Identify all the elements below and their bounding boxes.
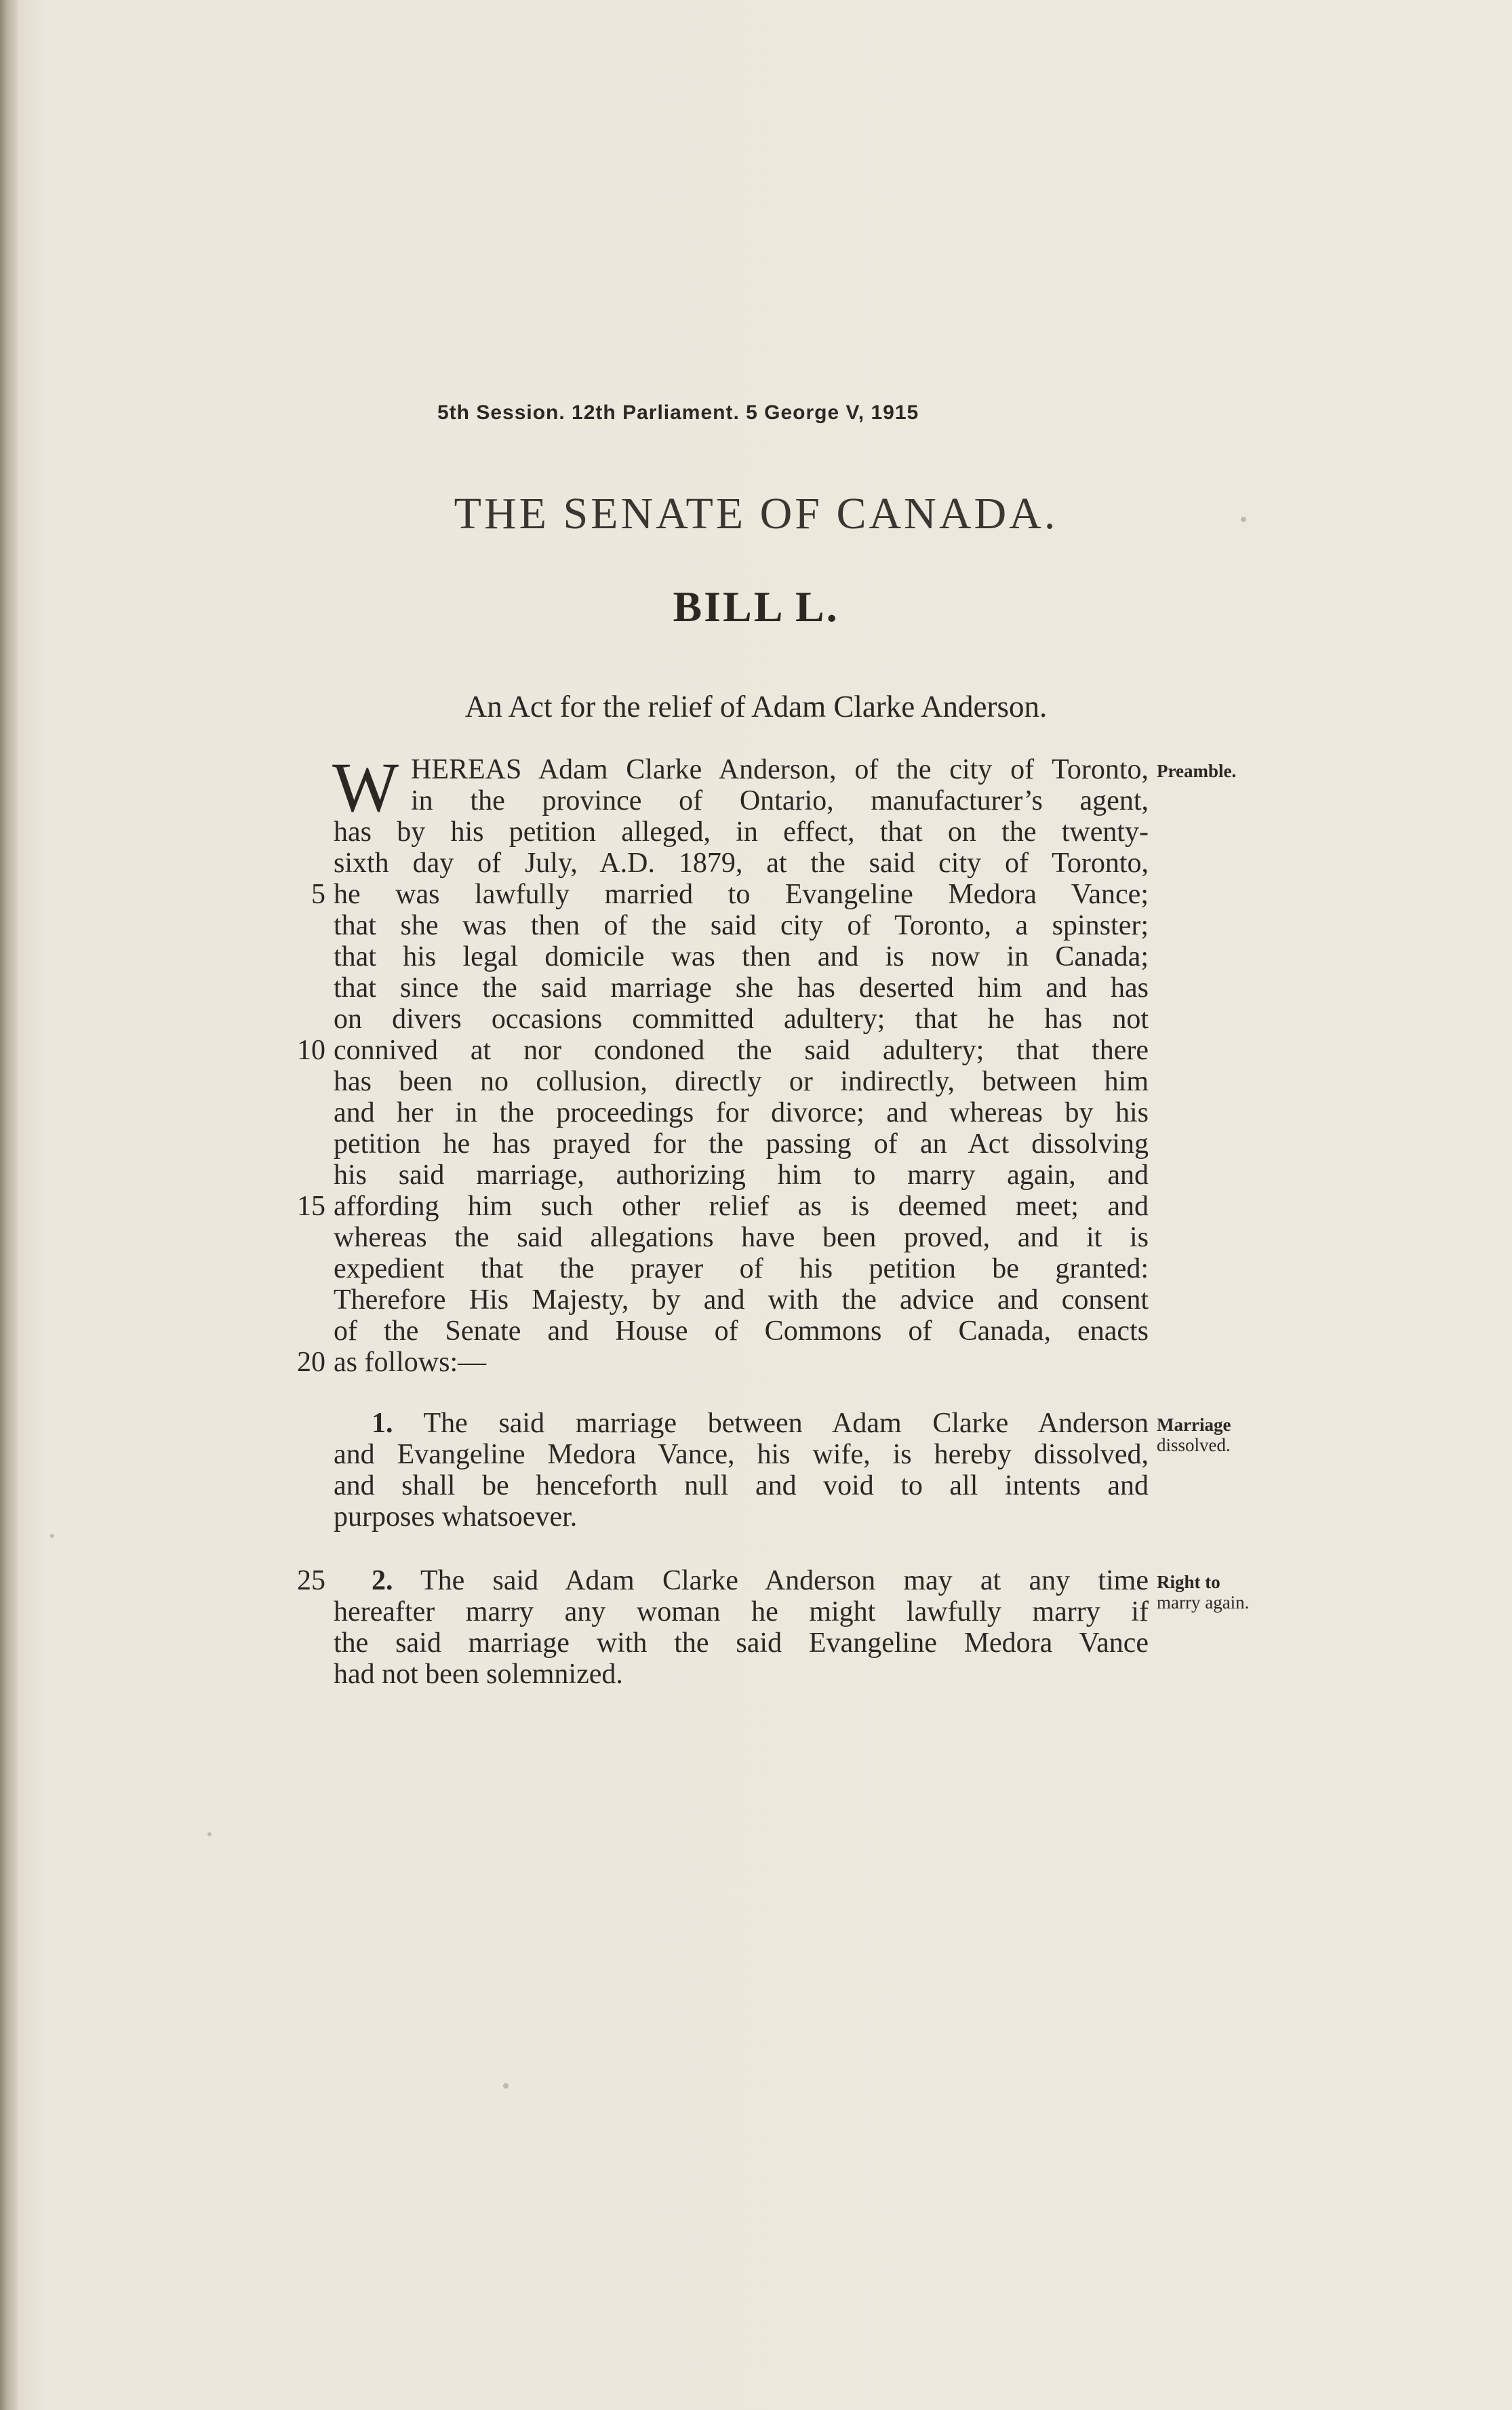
preamble-line: of the Senate and House of Commons of Canada, enacts [334,1316,1149,1347]
paper-speck [503,2083,509,2089]
section-2-line: had not been solemnized. [334,1659,623,1690]
preamble-line: on divers occasions committed adultery; that he has not [334,1004,1149,1035]
preamble-line: affording him such other relief as is deemed meet; and [334,1191,1149,1222]
bill-title: BILL L. [673,582,839,631]
preamble-line: expedient that the prayer of his petition be granted: [334,1253,1149,1284]
section-2-text: The said Adam Clarke Anderson may at any time [420,1565,1149,1596]
preamble-line: has been no collusion, directly or indirectly, between him [334,1066,1149,1097]
line-number-25: 25 [297,1565,325,1596]
section-2-number: 2. [372,1565,393,1596]
paper-speck [207,1832,212,1836]
preamble-line: petition he has prayed for the passing of an Act dissolving [334,1128,1149,1160]
preamble-line: that she was then of the said city of Toronto, a spinster; [334,910,1149,941]
section-1-text: The said marriage between Adam Clarke Anderson [423,1408,1149,1439]
preamble-line: connived at nor condoned the said adultery; that there [334,1035,1149,1066]
line-number-10: 10 [297,1035,325,1066]
side-note-marry-again: marry again. [1157,1592,1250,1613]
line-number-15: 15 [297,1191,325,1222]
side-note-right-to: Right to [1157,1572,1220,1592]
preamble-line: Therefore His Majesty, by and with the advice and consent [334,1284,1149,1316]
preamble-line: that since the said marriage she has deserted him and has [334,972,1149,1004]
preamble-line: in the province of Ontario, manufacturer’s agent, [411,785,1149,816]
section-1-line: purposes whatsoever. [334,1501,578,1533]
paper-speck [1241,517,1246,522]
preamble-line: has by his petition alleged, in effect, that on the twenty- [334,816,1149,848]
preamble-line: whereas the said allegations have been proved, and it is [334,1222,1149,1253]
side-note-marriage: Marriage [1157,1415,1231,1435]
preamble-line: sixth day of July, A.D. 1879, at the said city of Toronto, [334,848,1149,879]
act-title: An Act for the relief of Adam Clarke Anderson. [464,690,1048,724]
preamble-line: his said marriage, authorizing him to marry again, and [334,1160,1149,1191]
session-line: 5th Session. 12th Parliament. 5 George V, 1915 [437,401,919,424]
paper-speck [50,1534,54,1538]
section-2-line [372,1565,1149,1596]
line-number-5: 5 [311,879,325,910]
preamble-line: that his legal domicile was then and is now in Canada; [334,941,1149,972]
section-1-line: and shall be henceforth null and void to all intents and [334,1470,1149,1501]
binding-gutter [0,0,18,2410]
side-note-preamble: Preamble. [1157,761,1237,781]
section-2-line: hereafter marry any woman he might lawfully marry if [334,1596,1149,1627]
section-2-line: the said marriage with the said Evangeline Medora Vance [334,1627,1149,1659]
preamble-line: as follows:— [334,1347,487,1378]
house-title: THE SENATE OF CANADA. [454,489,1058,538]
preamble-dropcap: W [332,749,399,827]
line-number-20: 20 [297,1347,325,1378]
preamble-line: he was lawfully married to Evangeline Medora Vance; [334,879,1149,910]
preamble-line: and her in the proceedings for divorce; and whereas by his [334,1097,1149,1128]
section-1-line: and Evangeline Medora Vance, his wife, is hereby dissolved, [334,1439,1149,1470]
preamble-line: HEREAS Adam Clarke Anderson, of the city of Toronto, [411,754,1149,785]
side-note-dissolved: dissolved. [1157,1435,1231,1455]
section-1-number: 1. [372,1408,393,1439]
section-1-line [372,1408,1149,1439]
